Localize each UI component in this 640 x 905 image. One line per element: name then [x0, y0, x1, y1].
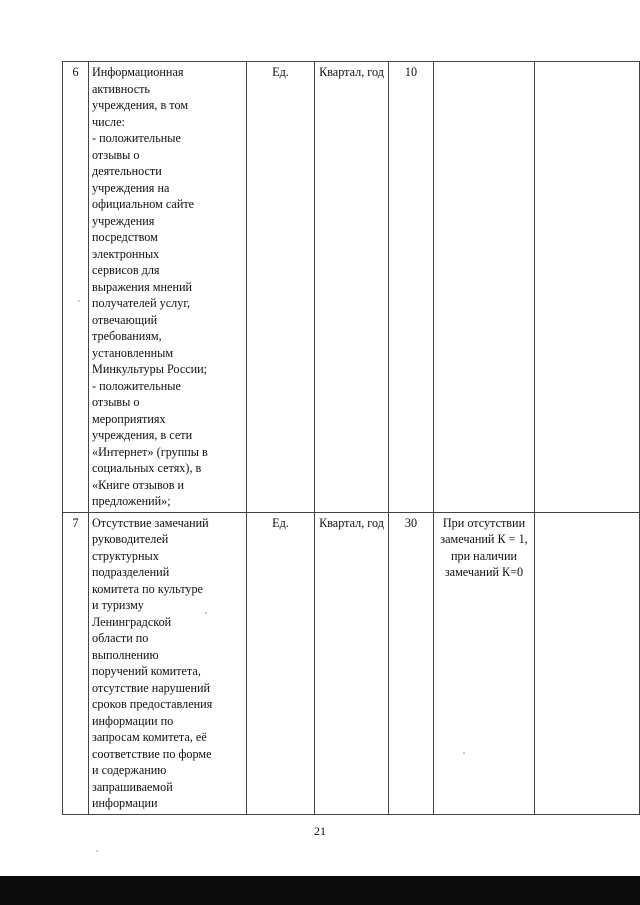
- description-line: информации: [92, 796, 158, 810]
- scan-speck: [463, 752, 465, 754]
- description-line: - положительные: [92, 378, 181, 393]
- row-number: 7: [63, 512, 89, 814]
- indicator-weight: 30: [389, 512, 434, 814]
- calculation-note: [434, 62, 535, 513]
- reporting-period: Квартал, год: [315, 512, 389, 814]
- description-line: поручений комитета,: [92, 664, 201, 678]
- unit-of-measure: Ед.: [247, 62, 315, 513]
- description-line: и туризму: [92, 598, 144, 612]
- description-line: отзывы о: [92, 147, 140, 162]
- description-line: Минкультуры России;: [92, 362, 208, 376]
- description-line: выполнению: [92, 647, 159, 662]
- description-line: требованиям,: [92, 329, 162, 343]
- description-line: учреждения, в том: [92, 98, 189, 112]
- table-row: [63, 512, 640, 814]
- description-line: предложений»;: [92, 494, 171, 508]
- indicator-description: [89, 62, 247, 513]
- scan-bottom-band: [0, 876, 640, 905]
- description-line: выражения мнений: [92, 279, 193, 294]
- page-number: 21: [314, 824, 326, 838]
- reporting-period: Квартал, год: [315, 62, 389, 513]
- description-line: установленным: [92, 345, 174, 360]
- description-line: Информационная: [92, 65, 184, 79]
- indicator-weight: 10: [389, 62, 434, 513]
- description-line: запросам комитета, её: [92, 730, 207, 744]
- description-line: Отсутствие замечаний: [92, 515, 209, 530]
- extra-cell: [535, 512, 640, 814]
- description-line: отсутствие нарушений: [92, 680, 211, 695]
- description-line: отвечающий: [92, 312, 158, 327]
- description-line: учреждения: [92, 213, 155, 228]
- description-line: социальных сетях), в: [92, 461, 202, 475]
- description-line: соответствие по форме: [92, 746, 212, 761]
- extra-cell: [535, 62, 640, 513]
- table-row: [63, 62, 640, 513]
- description-line: электронных: [92, 246, 160, 261]
- indicators-table: [62, 61, 640, 815]
- description-line: подразделений: [92, 565, 170, 579]
- description-line: числе:: [92, 114, 125, 129]
- row-number: 6: [63, 62, 89, 513]
- description-line: структурных: [92, 548, 159, 563]
- scan-speck: [205, 612, 207, 614]
- description-line: - положительные: [92, 131, 181, 145]
- description-line: комитета по культуре: [92, 581, 203, 596]
- description-line: учреждения на: [92, 180, 170, 195]
- calculation-note: При отсутствии замечаний К = 1, при наличии замечаний К=0: [434, 512, 535, 814]
- description-line: «Книге отзывов и: [92, 477, 185, 492]
- description-line: запрашиваемой: [92, 779, 173, 794]
- description-line: руководителей: [92, 532, 169, 546]
- description-line: получателей услуг,: [92, 296, 190, 310]
- description-line: деятельности: [92, 164, 162, 178]
- description-line: официальном сайте: [92, 197, 195, 211]
- indicator-description: [89, 512, 247, 814]
- description-line: активность: [92, 81, 150, 96]
- scan-speck: [96, 850, 98, 852]
- description-line: области по: [92, 631, 149, 645]
- description-line: сроков предоставления: [92, 697, 213, 711]
- description-line: «Интернет» (группы в: [92, 444, 208, 459]
- unit-of-measure: Ед.: [247, 512, 315, 814]
- description-line: Ленинградской: [92, 614, 172, 629]
- description-line: отзывы о: [92, 395, 140, 409]
- description-line: мероприятиях: [92, 411, 166, 426]
- description-line: сервисов для: [92, 263, 160, 277]
- description-line: посредством: [92, 230, 158, 244]
- description-line: информации по: [92, 713, 174, 728]
- description-line: учреждения, в сети: [92, 428, 193, 442]
- scan-speck: [78, 300, 80, 302]
- description-line: и содержанию: [92, 763, 167, 777]
